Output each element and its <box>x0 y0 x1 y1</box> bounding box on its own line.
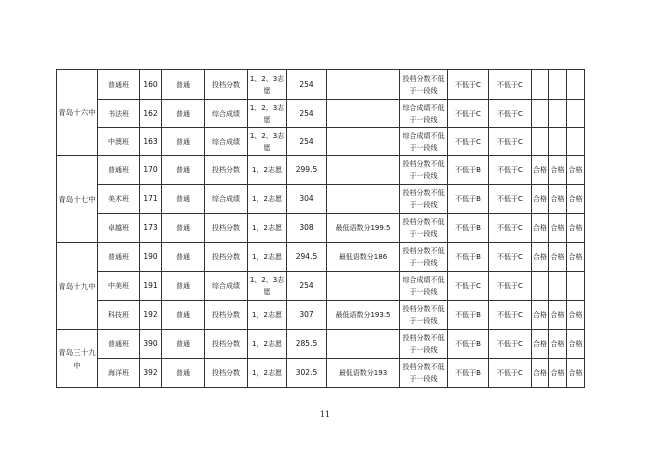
wish-order-cell: 1、2、3志愿 <box>248 128 287 156</box>
pass-requirement-3-cell: 合格 <box>567 185 585 214</box>
table-row <box>57 128 585 156</box>
wish-order-cell: 1，2志愿 <box>248 156 287 185</box>
class-code-cell: 173 <box>140 214 162 243</box>
min-score-cell: 254 <box>287 128 327 156</box>
grade-requirement-2-cell: 不低于C <box>489 359 532 388</box>
class-code-cell: 160 <box>140 70 162 100</box>
pass-requirement-3-cell <box>567 128 585 156</box>
pass-requirement-1-cell <box>532 272 549 301</box>
grade-requirement-2-cell: 不低于C <box>489 330 532 359</box>
class-type-cell: 普通 <box>162 214 205 243</box>
min-score-cell: 285.5 <box>287 330 327 359</box>
chinese-math-min-cell: 最低语数分186 <box>327 243 400 272</box>
wish-order-cell: 1，2志愿 <box>248 330 287 359</box>
table-row <box>57 359 585 388</box>
class-code-cell: 171 <box>140 185 162 214</box>
class-name-cell: 科技班 <box>98 301 140 330</box>
chinese-math-min-cell <box>327 128 400 156</box>
class-type-cell: 普通 <box>162 100 205 128</box>
admission-method-cell: 投档分数 <box>205 330 248 359</box>
pass-requirement-2-cell <box>549 100 567 128</box>
score-requirement-cell: 综合成绩不低于一段线 <box>400 100 448 128</box>
wish-order-cell: 1、2、3志愿 <box>248 70 287 100</box>
min-score-cell: 302.5 <box>287 359 327 388</box>
pass-requirement-2-cell <box>549 128 567 156</box>
class-code-cell: 191 <box>140 272 162 301</box>
score-requirement-cell: 投档分数不低于一段线 <box>400 70 448 100</box>
admission-method-cell: 投档分数 <box>205 70 248 100</box>
class-name-cell: 书法班 <box>98 100 140 128</box>
school-name: 青岛十六中 <box>58 108 96 117</box>
pass-requirement-2-cell: 合格 <box>549 359 567 388</box>
class-type-cell: 普通 <box>162 301 205 330</box>
school-name: 青岛十七中 <box>58 194 96 204</box>
grade-requirement-2-cell: 不低于C <box>489 243 532 272</box>
chinese-math-min-cell: 最低语数分199.5 <box>327 214 400 243</box>
class-name-cell: 中美班 <box>98 272 140 301</box>
pass-requirement-1-cell: 合格 <box>532 185 549 214</box>
class-name-cell: 美术班 <box>98 185 140 214</box>
table-row <box>57 272 585 301</box>
table-row <box>57 330 585 359</box>
pass-requirement-1-cell: 合格 <box>532 330 549 359</box>
grade-requirement-1-cell: 不低于B <box>448 359 489 388</box>
pass-requirement-1-cell: 合格 <box>532 301 549 330</box>
grade-requirement-1-cell: 不低于B <box>448 156 489 185</box>
class-type-cell: 普通 <box>162 128 205 156</box>
score-requirement-cell: 综合成绩不低于一段线 <box>400 128 448 156</box>
page-number: 11 <box>319 410 331 419</box>
table-row <box>57 185 585 214</box>
admission-method-cell: 投档分数 <box>205 301 248 330</box>
min-score-cell: 307 <box>287 301 327 330</box>
class-name-cell: 普通班 <box>98 330 140 359</box>
pass-requirement-3-cell: 合格 <box>567 214 585 243</box>
class-code-cell: 190 <box>140 243 162 272</box>
grade-requirement-2-cell: 不低于C <box>489 156 532 185</box>
admission-method-cell: 投档分数 <box>205 359 248 388</box>
admission-method-cell: 投档分数 <box>205 156 248 185</box>
chinese-math-min-cell <box>327 156 400 185</box>
class-type-cell: 普通 <box>162 272 205 301</box>
class-name-cell: 普通班 <box>98 70 140 100</box>
pass-requirement-3-cell: 合格 <box>567 330 585 359</box>
school-name-cell <box>57 70 98 156</box>
table-row <box>57 156 585 185</box>
pass-requirement-3-cell: 合格 <box>567 243 585 272</box>
class-code-cell: 163 <box>140 128 162 156</box>
chinese-math-min-cell <box>327 70 400 100</box>
score-requirement-cell: 投档分数不低于一段线 <box>400 330 448 359</box>
chinese-math-min-cell: 最低语数分193 <box>327 359 400 388</box>
table-row <box>57 214 585 243</box>
grade-requirement-1-cell: 不低于B <box>448 330 489 359</box>
table-body <box>57 70 585 388</box>
grade-requirement-1-cell: 不低于C <box>448 272 489 301</box>
class-type-cell: 普通 <box>162 330 205 359</box>
pass-requirement-3-cell: 合格 <box>567 156 585 185</box>
wish-order-cell: 1，2志愿 <box>248 359 287 388</box>
chinese-math-min-cell <box>327 330 400 359</box>
chinese-math-min-cell <box>327 100 400 128</box>
chinese-math-min-cell: 最低语数分193.5 <box>327 301 400 330</box>
score-requirement-cell: 投档分数不低于一段线 <box>400 185 448 214</box>
grade-requirement-2-cell: 不低于C <box>489 70 532 100</box>
grade-requirement-2-cell: 不低于C <box>489 214 532 243</box>
admission-method-cell: 投档分数 <box>205 214 248 243</box>
pass-requirement-1-cell: 合格 <box>532 156 549 185</box>
class-name-cell: 普通班 <box>98 243 140 272</box>
table-row <box>57 301 585 330</box>
pass-requirement-3-cell <box>567 272 585 301</box>
class-code-cell: 170 <box>140 156 162 185</box>
pass-requirement-2-cell: 合格 <box>549 301 567 330</box>
class-type-cell: 普通 <box>162 156 205 185</box>
grade-requirement-1-cell: 不低于C <box>448 128 489 156</box>
score-requirement-cell: 投档分数不低于一段线 <box>400 156 448 185</box>
score-requirement-cell: 综合成绩不低于一段线 <box>400 272 448 301</box>
score-requirement-cell: 投档分数不低于一段线 <box>400 301 448 330</box>
min-score-cell: 304 <box>287 185 327 214</box>
chinese-math-min-cell <box>327 185 400 214</box>
class-name-cell: 卓越班 <box>98 214 140 243</box>
class-type-cell: 普通 <box>162 185 205 214</box>
wish-order-cell: 1、2、3志愿 <box>248 100 287 128</box>
school-name-cell <box>57 243 98 330</box>
wish-order-cell: 1，2志愿 <box>248 185 287 214</box>
admission-method-cell: 综合成绩 <box>205 185 248 214</box>
school-name-cell <box>57 330 98 388</box>
table-row <box>57 70 585 100</box>
grade-requirement-1-cell: 不低于B <box>448 185 489 214</box>
admission-method-cell: 投档分数 <box>205 243 248 272</box>
pass-requirement-3-cell <box>567 100 585 128</box>
pass-requirement-2-cell <box>549 272 567 301</box>
admission-method-cell: 综合成绩 <box>205 100 248 128</box>
min-score-cell: 254 <box>287 100 327 128</box>
pass-requirement-2-cell <box>549 70 567 100</box>
wish-order-cell: 1、2、3志愿 <box>248 272 287 301</box>
pass-requirement-1-cell <box>532 70 549 100</box>
wish-order-cell: 1，2志愿 <box>248 214 287 243</box>
pass-requirement-1-cell: 合格 <box>532 243 549 272</box>
wish-order-cell: 1，2志愿 <box>248 301 287 330</box>
grade-requirement-1-cell: 不低于B <box>448 301 489 330</box>
admission-method-cell: 综合成绩 <box>205 272 248 301</box>
min-score-cell: 308 <box>287 214 327 243</box>
class-type-cell: 普通 <box>162 359 205 388</box>
pass-requirement-2-cell: 合格 <box>549 330 567 359</box>
table-row <box>57 243 585 272</box>
class-type-cell: 普通 <box>162 243 205 272</box>
school-name: 青岛十九中 <box>58 281 96 291</box>
school-name-cell <box>57 156 98 243</box>
pass-requirement-2-cell: 合格 <box>549 214 567 243</box>
pass-requirement-3-cell <box>567 70 585 100</box>
table-row <box>57 100 585 128</box>
grade-requirement-2-cell: 不低于C <box>489 128 532 156</box>
grade-requirement-2-cell: 不低于C <box>489 185 532 214</box>
pass-requirement-3-cell: 合格 <box>567 359 585 388</box>
pass-requirement-1-cell: 合格 <box>532 214 549 243</box>
min-score-cell: 254 <box>287 70 327 100</box>
pass-requirement-1-cell: 合格 <box>532 359 549 388</box>
grade-requirement-1-cell: 不低于B <box>448 214 489 243</box>
score-requirement-cell: 投档分数不低于一段线 <box>400 243 448 272</box>
class-code-cell: 162 <box>140 100 162 128</box>
pass-requirement-1-cell <box>532 100 549 128</box>
pass-requirement-3-cell: 合格 <box>567 301 585 330</box>
min-score-cell: 299.5 <box>287 156 327 185</box>
grade-requirement-1-cell: 不低于B <box>448 243 489 272</box>
pass-requirement-2-cell: 合格 <box>549 185 567 214</box>
class-code-cell: 192 <box>140 301 162 330</box>
class-name-cell: 中澳班 <box>98 128 140 156</box>
chinese-math-min-cell <box>327 272 400 301</box>
grade-requirement-2-cell: 不低于C <box>489 272 532 301</box>
score-requirement-cell: 投档分数不低于一段线 <box>400 214 448 243</box>
min-score-cell: 254 <box>287 272 327 301</box>
wish-order-cell: 1，2志愿 <box>248 243 287 272</box>
pass-requirement-1-cell <box>532 128 549 156</box>
class-code-cell: 392 <box>140 359 162 388</box>
pass-requirement-2-cell: 合格 <box>549 156 567 185</box>
admission-table <box>56 69 585 388</box>
grade-requirement-2-cell: 不低于C <box>489 100 532 128</box>
grade-requirement-2-cell: 不低于C <box>489 301 532 330</box>
class-name-cell: 海洋班 <box>98 359 140 388</box>
score-requirement-cell: 投档分数不低于一段线 <box>400 359 448 388</box>
class-code-cell: 390 <box>140 330 162 359</box>
min-score-cell: 294.5 <box>287 243 327 272</box>
admission-method-cell: 综合成绩 <box>205 128 248 156</box>
class-type-cell: 普通 <box>162 70 205 100</box>
grade-requirement-1-cell: 不低于C <box>448 100 489 128</box>
pass-requirement-2-cell: 合格 <box>549 243 567 272</box>
class-name-cell: 普通班 <box>98 156 140 185</box>
school-name: 青岛三十九中 <box>58 347 96 370</box>
grade-requirement-1-cell: 不低于C <box>448 70 489 100</box>
